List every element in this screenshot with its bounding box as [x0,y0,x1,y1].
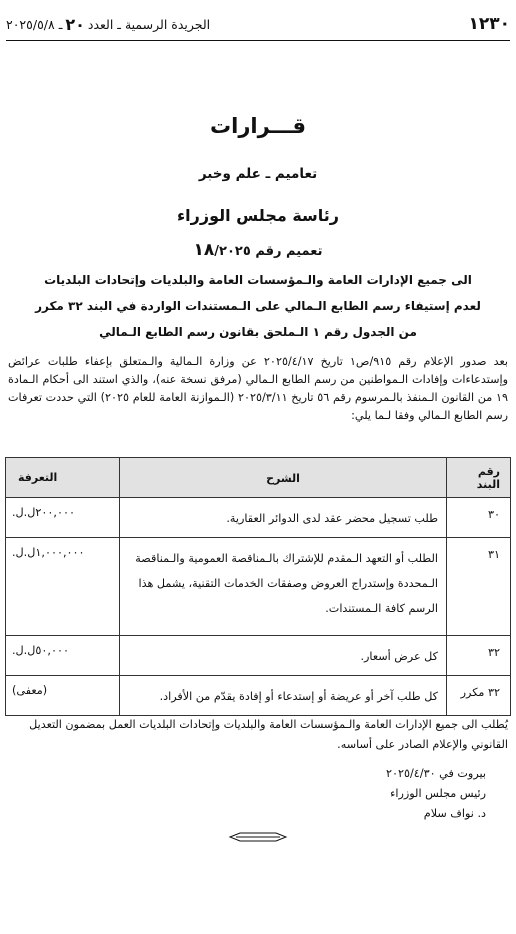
intro-paragraph: بعد صدور الإعلام رقم ٩١٥/ص١ تاريخ ٢٠٢٥/٤/١٧ عن وزارة الـمالية والـمتعلق بإعفاء طلبات عرائض وإستدعاءات وإفادات الـمواطنين من رسم الطابع الـمالي (مرفق نسخة عنه)، والذي استند الى أحكام الـمادة ١٩ من القانون الـمنفذ بالـمرسوم رقم ٥٦ تاريخ ٢٠٢٥/٣/١١ (الـموازنة العامة للعام ٢٠٢٥) التي حددت تعرفات رسم الطابع الـمالي وفقا لـما يلي: [8,355,508,422]
row-description: طلب تسجيل محضر عقد لدى الدوائر العقارية. [120,498,447,538]
row-item-number: ٣٢ [447,636,511,676]
fee-table [5,457,511,716]
header-divider [6,40,510,41]
column-header-description: الشرح [120,458,447,498]
row-item-number: ٣٢ مكرر [447,676,511,716]
row-description: كل عرض أسعار. [120,636,447,676]
row-item-number: ٣٠ [447,498,511,538]
issuing-authority: رئاسة مجلس الوزراء [177,206,339,225]
section-title: قـــرارات [210,114,306,138]
table-row [6,676,511,716]
signature-place-date: بيروت في ٢٠٢٥/٤/٣٠ [386,767,486,780]
gazette-issue-line [6,15,210,34]
section-subtitle: تعاميم ـ علم وخبر [198,166,318,182]
gazette-name: الجريدة الرسمية ـ العدد [87,16,211,32]
circular-year: /٢٠٢٥ [214,244,251,259]
signature-name: د. نواف سلام [423,807,486,820]
table-row [6,498,511,538]
heading-subject: لعدم إستيفاء رسم الطابع الـمالي على الـمستندات الواردة في البند ٣٢ مكرر [35,299,481,313]
heading-addressees: الى جميع الإدارات العامة والـمؤسسات العامة والبلديات وإتحادات البلديات [44,273,472,287]
row-fee: ٥٠,٠٠٠ل.ل. [6,636,120,676]
column-header-fee: التعرفة [6,458,120,498]
circular-number [0,240,516,260]
row-item-number: ٣١ [447,538,511,636]
table-row [6,636,511,676]
running-header [6,12,510,36]
circular-prefix: تعميم رقم [255,244,323,259]
row-description: الطلب أو التعهد الـمقدم للإشتراك بالـمناقصة العمومية والـمناقصة الـمحددة وإستدراج العروض وصفقات الخدمات التقنية، يشمل هذا الرسم كافة الـمستندات. [120,538,447,636]
signature-title: رئيس مجلس الوزراء [390,787,486,800]
issue-date: ـ ٢٠٢٥/٥/٨ [6,16,63,32]
end-ornament-icon [228,831,288,843]
table-row [6,538,511,636]
row-description: كل طلب آخر أو عريضة أو إستدعاء أو إفادة يقدّم من الأفراد. [120,676,447,716]
signature-block [386,764,486,824]
heading-reference: من الجدول رقم ١ الـملحق بقانون رسم الطابع الـمالي [99,325,417,339]
row-fee: ١,٠٠٠,٠٠٠ل.ل. [6,538,120,636]
row-fee: (معفى) [6,676,120,716]
closing-paragraph: يُطلب الى جميع الإدارات العامة والـمؤسسات العامة والبلديات وإتحادات البلديات العمل بمضمون التعديل القانوني والإعلام الصادر على أساسه. [29,718,508,751]
table-header-row [6,458,511,498]
page-number: ١٢٣٠ [468,14,510,34]
column-header-item: رقم البند [447,458,511,498]
circular-number-value: ١٨ [193,240,215,260]
issue-number: ٢٠ [65,14,85,34]
row-fee: ٢٠٠,٠٠٠ل.ل. [6,498,120,538]
